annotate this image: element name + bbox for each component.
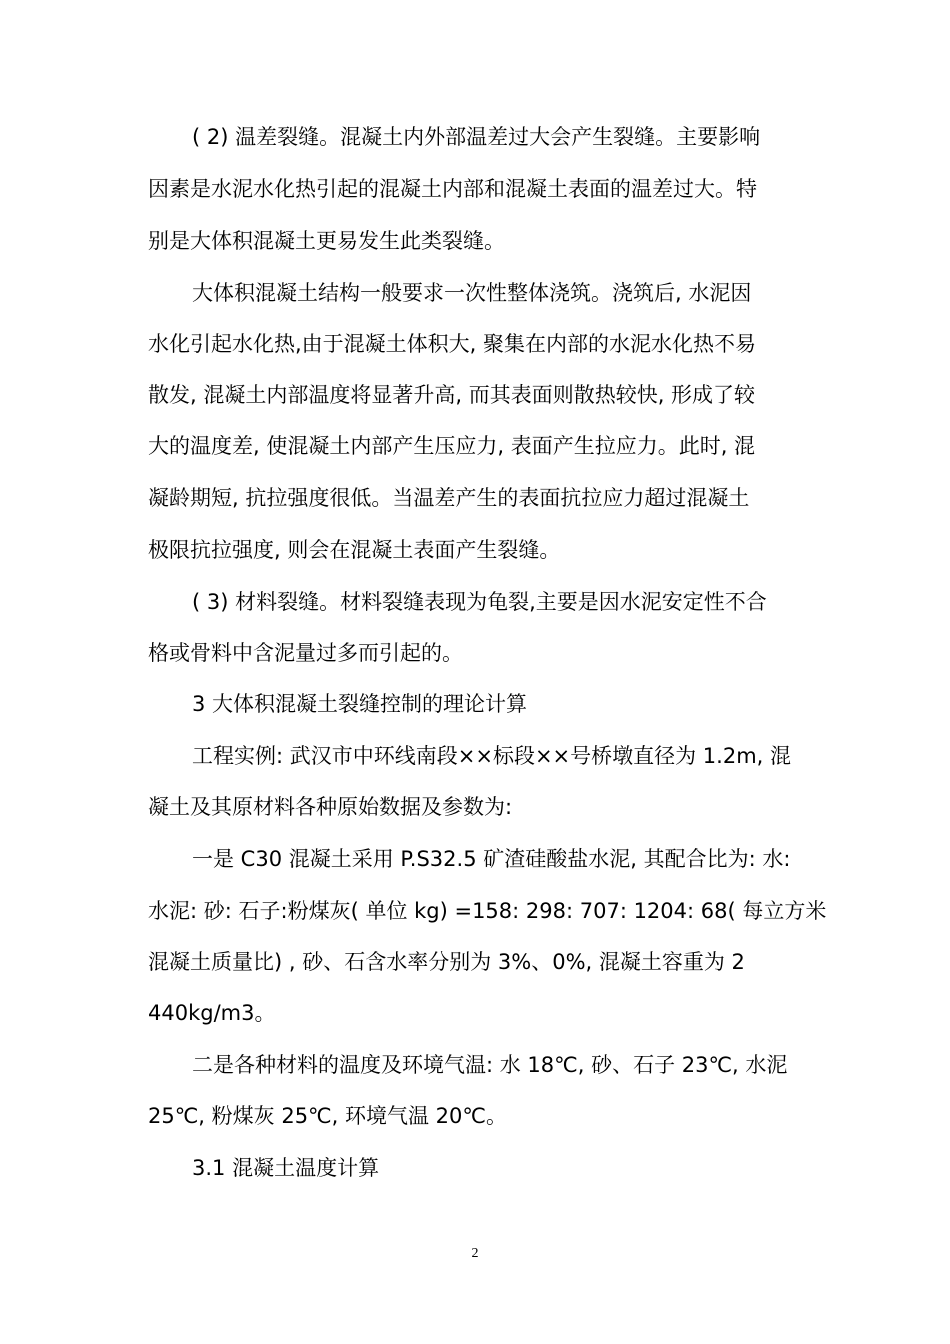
paragraph-line: 因素是水泥水化热引起的混凝土内部和混凝土表面的温差过大。特 xyxy=(148,177,757,201)
paragraph-line: 凝龄期短, 抗拉强度很低。当温差产生的表面抗拉应力超过混凝土 xyxy=(148,486,750,510)
paragraph-line: 别是大体积混凝土更易发生此类裂缝。 xyxy=(148,229,505,253)
paragraph-line: 工程实例: 武汉市中环线南段××标段××号桥墩直径为 1.2m, 混 xyxy=(192,744,792,768)
paragraph-line: 混凝土质量比) , 砂、石含水率分别为 3%、0%, 混凝土容重为 2 xyxy=(148,950,745,974)
paragraph-line: 大体积混凝土结构一般要求一次性整体浇筑。浇筑后, 水泥因 xyxy=(192,281,752,305)
paragraph-line: 440kg/m3。 xyxy=(148,1001,276,1025)
page-number: 2 xyxy=(471,1246,479,1261)
paragraph-line: ( 2) 温差裂缝。混凝土内外部温差过大会产生裂缝。主要影响 xyxy=(192,125,761,149)
paragraph-line: 凝土及其原材料各种原始数据及参数为: xyxy=(148,795,513,819)
paragraph-line: 散发, 混凝土内部温度将显著升高, 而其表面则散热较快, 形成了较 xyxy=(148,383,756,407)
section-heading: 3.1 混凝土温度计算 xyxy=(192,1156,380,1180)
paragraph-line: 25℃, 粉煤灰 25℃, 环境气温 20℃。 xyxy=(148,1104,507,1128)
paragraph-line: 一是 C30 混凝土采用 P.S32.5 矿渣硅酸盐水泥, 其配合比为: 水: xyxy=(192,847,791,871)
section-heading: 3 大体积混凝土裂缝控制的理论计算 xyxy=(192,692,528,716)
paragraph-line: 二是各种材料的温度及环境气温: 水 18℃, 砂、石子 23℃, 水泥 xyxy=(192,1053,788,1077)
paragraph-line: 水化引起水化热,由于混凝土体积大, 聚集在内部的水泥水化热不易 xyxy=(148,332,757,356)
paragraph-line: 水泥: 砂: 石子:粉煤灰( 单位 kg) =158: 298: 707: 1204: 68( 每立方米 xyxy=(148,899,827,923)
paragraph-line: 极限抗拉强度, 则会在混凝土表面产生裂缝。 xyxy=(148,538,561,562)
paragraph-line: 格或骨料中含泥量过多而引起的。 xyxy=(148,641,463,665)
paragraph-line: ( 3) 材料裂缝。材料裂缝表现为龟裂,主要是因水泥安定性不合 xyxy=(192,590,767,614)
paragraph-line: 大的温度差, 使混凝土内部产生压应力, 表面产生拉应力。此时, 混 xyxy=(148,434,756,458)
